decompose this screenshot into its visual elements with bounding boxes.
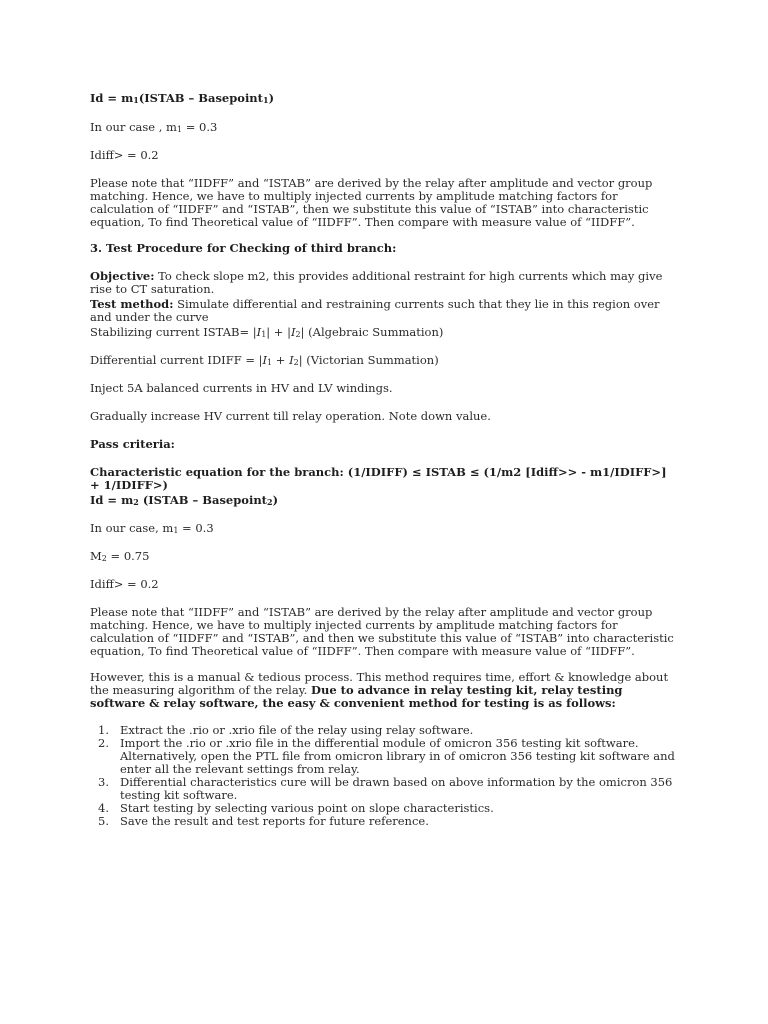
inject-step: Inject 5A balanced currents in HV and LV windings. [90, 381, 393, 395]
list-item: 2. Import the .rio or .xrio file in the differential module of omicron 356 testing kit software. Alternatively, open the PTL file from omicron library in of omicron 356 testing kit software and enter all the relevant settings from relay. [98, 736, 675, 776]
testing-steps-list [90, 724, 680, 828]
list-item: 4. Start testing by selecting various point on slope characteristics. [98, 801, 494, 815]
increase-step: Gradually increase HV current till relay operation. Note down value. [90, 409, 491, 423]
m1-value: In our case , m1 = 0.3 [90, 120, 218, 134]
pass-criteria-heading: Pass criteria: [90, 437, 175, 451]
list-item: 5. Save the result and test reports for future reference. [98, 814, 429, 828]
section-heading: 3. Test Procedure for Checking of third branch: [90, 241, 397, 255]
m1-value-2: In our case, m1 = 0.3 [90, 521, 214, 535]
equation-branch2: Id = m1(ISTAB – Basepoint1) [90, 91, 275, 105]
characteristic-equation: Characteristic equation for the branch: (1/IDIFF) ≤ ISTAB ≤ (1/m2 [Idiff>> - m1/IDIFF>] + 1/IDIFF>) [90, 465, 667, 492]
equation-branch3: Id = m2 (ISTAB – Basepoint2) [90, 493, 279, 507]
differential-current: Differential current IDIFF = |I1 + I2| (Victorian Summation) [90, 353, 439, 367]
objective-paragraph: Objective: To check slope m2, this provides additional restraint for high currents which may give rise to CT saturation. [90, 269, 663, 296]
list-item: 3. Differential characteristics cure will be drawn based on above information by the omicron 356 testing kit software. [98, 775, 673, 802]
however-paragraph: However, this is a manual & tedious process. This method requires time, effort & knowledge about the measuring algorithm of the relay. Due to advance in relay testing kit, relay testing software & relay software, the easy & convenient method for testing is as follows: [90, 670, 669, 710]
idiff-value-2: Idiff> = 0.2 [90, 577, 159, 591]
stabilizing-current: Stabilizing current ISTAB= |I1| + |I2| (Algebraic Summation) [90, 325, 444, 339]
m2-value: M2 = 0.75 [90, 549, 150, 563]
idiff-value: Idiff> = 0.2 [90, 148, 159, 162]
test-method-paragraph: Test method: Simulate differential and restraining currents such that they lie in this region over and under the curve [90, 297, 660, 324]
note-paragraph-2: Please note that “IIDFF” and “ISTAB” are derived by the relay after amplitude and vector group matching. Hence, we have to multiply injected currents by amplitude matching factors for calculation of “IIDFF” and “ISTAB”, and then we substitute this value of “ISTAB” into characteristic equation, To find Theoretical value of “IIDFF”. Then compare with measure value of “IIDFF”. [90, 605, 674, 658]
list-item: 1. Extract the .rio or .xrio file of the relay using relay software. [98, 723, 474, 737]
note-paragraph-1: Please note that “IIDFF” and “ISTAB” are derived by the relay after amplitude and vector group matching. Hence, we have to multiply injected currents by amplitude matching factors for calculation of “IIDFF” and “ISTAB”, then we substitute this value of “ISTAB” into characteristic equation, To find Theoretical value of “IIDFF”. Then compare with measure value of “IIDFF”. [90, 176, 653, 229]
